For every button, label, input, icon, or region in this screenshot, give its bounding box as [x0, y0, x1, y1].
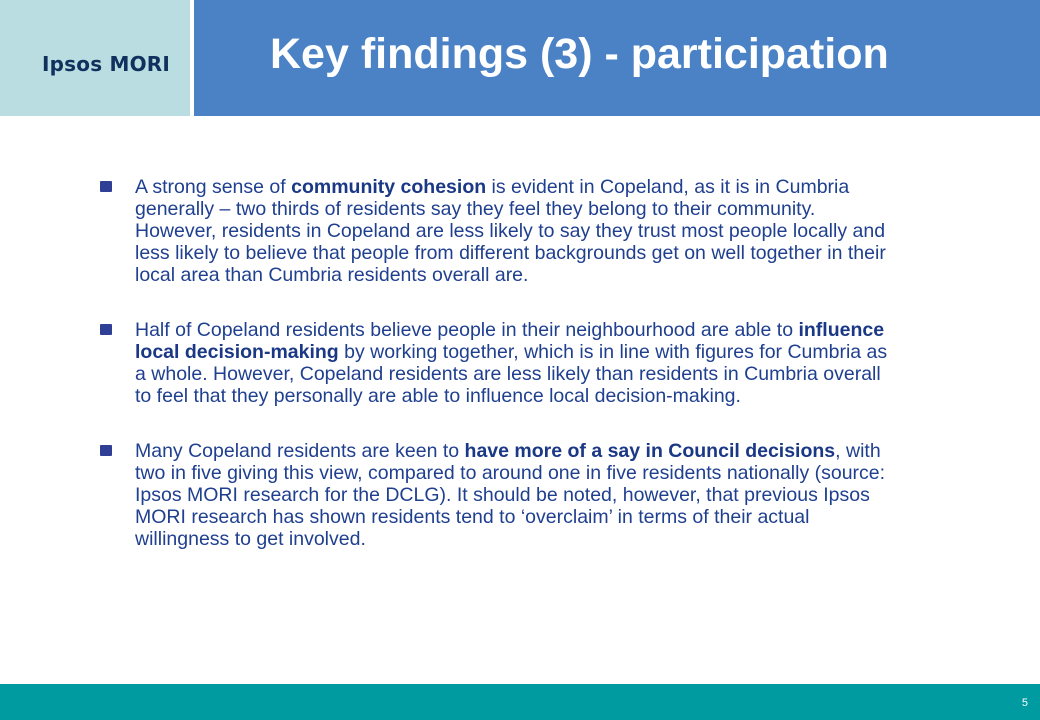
bullet-marker-icon	[100, 445, 112, 456]
logo-panel	[0, 0, 190, 116]
footer-bar	[0, 684, 1040, 720]
page-number: 5	[1021, 697, 1028, 709]
bullet-council-say	[100, 440, 900, 550]
bullet-text-pre: Many Copeland residents are keen to	[135, 440, 465, 462]
bullet-community-cohesion	[100, 176, 900, 286]
bullet-text-bold: have more of a say in Council decisions	[464, 440, 836, 462]
bullet-marker-icon	[100, 181, 112, 192]
bullet-list	[100, 176, 900, 583]
bullet-text-pre: A strong sense of	[135, 176, 292, 198]
bullet-text-post: by working together, which is in line with figures for Cumbria as a whole. However, Copeland residents are less likely than residents in Cumbria overall to feel that they personally are able to influence local decision-making.	[135, 341, 888, 407]
bullet-text-post: , with two in five giving this view, compared to around one in five residents nationally (source: Ipsos MORI research for the DCLG). It should be noted, however, that previous Ipsos MORI research has shown residents tend to ‘overclaim’ in terms of their actual willingness to get involved.	[135, 440, 886, 550]
slide-title: Key findings (3) - participation	[270, 30, 889, 78]
bullet-text-post: is evident in Copeland, as it is in Cumbria generally – two thirds of residents say they feel they belong to their community. However, residents in Copeland are less likely to say they trust most people locally and less likely to believe that people from different backgrounds get on well together in their local area than Cumbria residents overall are.	[135, 176, 886, 286]
bullet-marker-icon	[100, 324, 112, 335]
bullet-text-bold: influence local decision-making	[135, 319, 885, 363]
ipsos-mori-logo: Ipsos MORI	[42, 52, 171, 76]
bullet-text-bold: community cohesion	[291, 176, 487, 198]
bullet-influence-decisions	[100, 319, 900, 407]
bullet-text-pre: Half of Copeland residents believe people in their neighbourhood are able to	[135, 319, 799, 341]
